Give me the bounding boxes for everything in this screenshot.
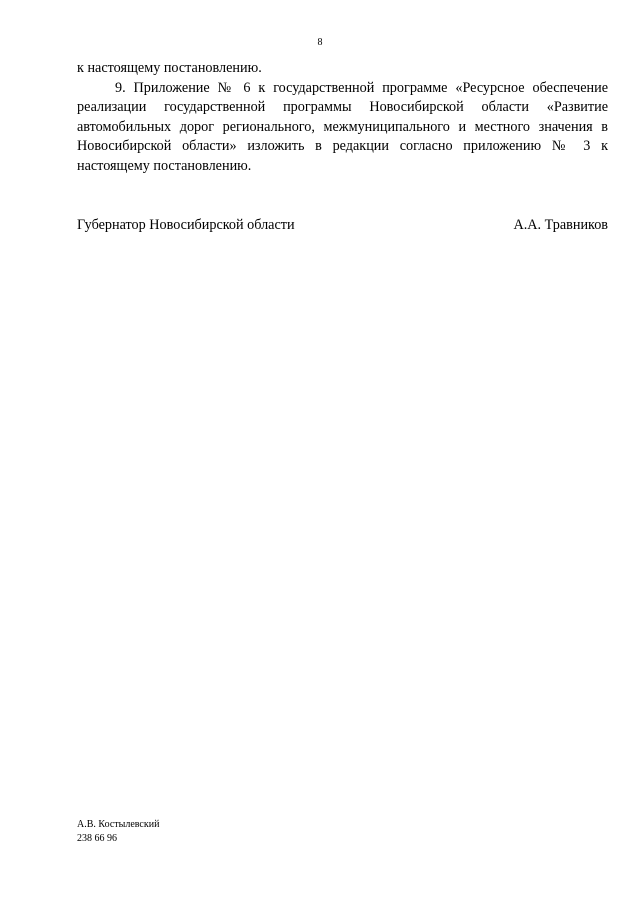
document-body bbox=[77, 59, 608, 177]
executor-footer bbox=[77, 818, 159, 846]
signature-block bbox=[77, 216, 608, 236]
signatory-name: А.А. Травников bbox=[513, 217, 608, 233]
executor-phone: 238 66 96 bbox=[77, 833, 117, 844]
paragraph-tail: к настоящему постановлению. bbox=[77, 60, 262, 76]
signatory-position: Губернатор Новосибирской области bbox=[77, 217, 295, 233]
item-9-paragraph: 9. Приложение № 6 к государственной программе «Ресурсное обеспечение реализации государственной программы Новосибирской области «Развитие автомобильных дорог регионального, межмуниципального и местного значения в Новосибирской области» изложить в редакции согласно приложению № 3 к настоящему постановлению. bbox=[77, 79, 608, 174]
page-number: 8 bbox=[317, 37, 323, 48]
executor-name: А.В. Костылевский bbox=[77, 819, 160, 830]
